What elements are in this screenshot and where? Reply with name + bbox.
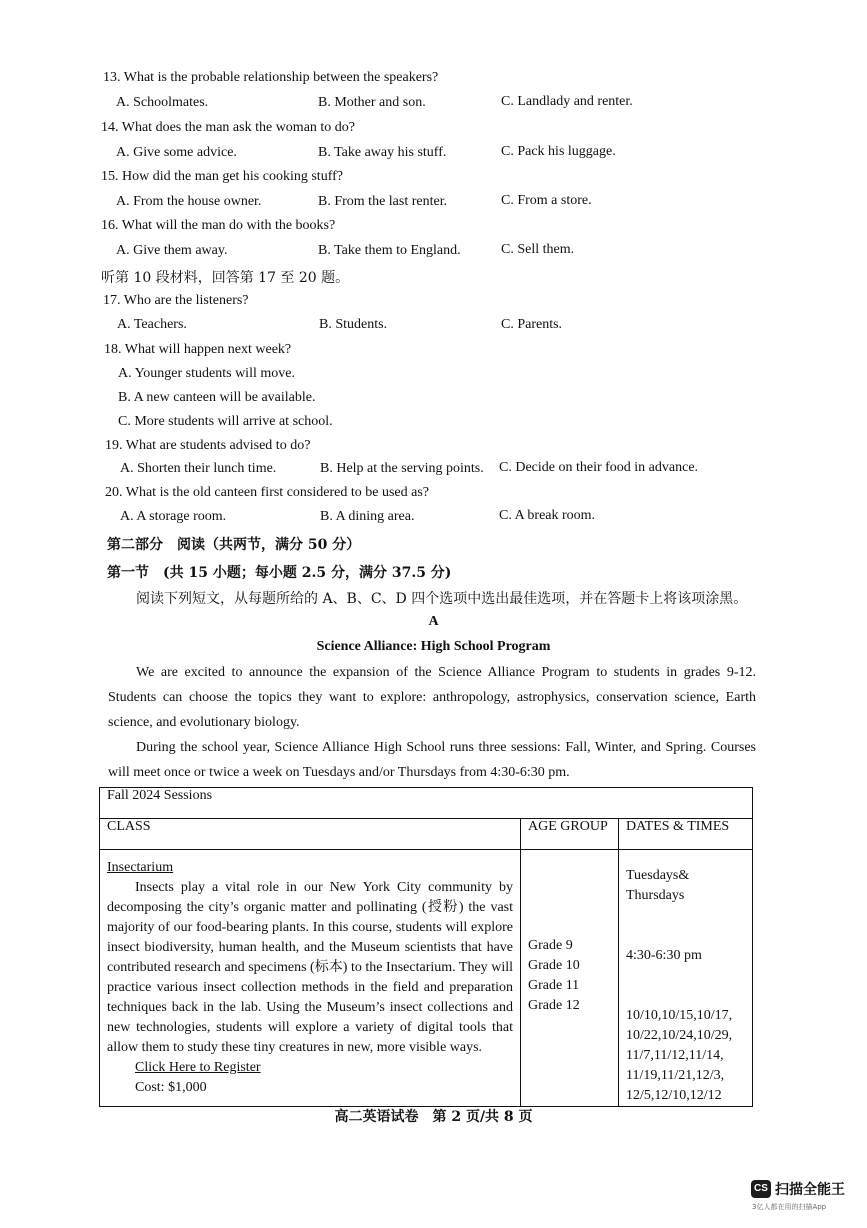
- date-line: 10/10,10/15,10/17,: [626, 1008, 733, 1023]
- date-line: 11/19,11/21,12/3,: [626, 1068, 725, 1083]
- table-caption: Fall 2024 Sessions: [100, 788, 753, 819]
- question-text: 18. What will happen next week?: [104, 342, 292, 357]
- option-c: C. Decide on their food in advance.: [499, 460, 699, 475]
- question-text: 13. What is the probable relationship between the speakers?: [103, 70, 439, 85]
- header-dates-times: DATES & TIMES: [619, 819, 753, 850]
- dates-times-cell: [619, 850, 753, 1107]
- table-row: [100, 850, 753, 1107]
- sessions-table: [99, 787, 753, 1107]
- section-one-heading: 第一节 (共 15 小题；每小题 2.5 分，满分 37.5 分): [107, 565, 452, 581]
- course-cost: Cost: $1,000: [135, 1080, 207, 1095]
- passage-letter: A: [428, 614, 439, 629]
- date-line: 12/5,12/10,12/12: [626, 1088, 722, 1103]
- passage-title: Science Alliance: High School Program: [316, 639, 551, 654]
- option-b: B. Help at the serving points.: [320, 461, 484, 476]
- option-a: A. A storage room.: [120, 509, 227, 524]
- paragraph-1: We are excited to announce the expansion of the Science Alliance Program to students in grades 9-12. Students can choose the topics they want to explore: anthropology, astrophysics, conservation science, Earth science, and evolutionary biology.: [108, 665, 756, 730]
- option-b: B. Take away his stuff.: [318, 145, 447, 160]
- question-text: 16. What will the man do with the books?: [101, 218, 336, 233]
- date-line: 11/7,11/12,11/14,: [626, 1048, 724, 1063]
- option-b: B. A new canteen will be available.: [118, 390, 316, 405]
- class-cell: [100, 850, 521, 1107]
- course-days: Tuesdays& Thursdays: [626, 868, 690, 903]
- register-link[interactable]: Click Here to Register: [135, 1060, 261, 1075]
- grade-item: Grade 9: [528, 938, 573, 953]
- course-dates: [626, 1006, 745, 1106]
- header-class: CLASS: [100, 819, 521, 850]
- camscanner-tagline: 3亿人都在用的扫描App: [752, 1203, 827, 1211]
- age-group-cell: [521, 850, 619, 1107]
- option-b: B. Mother and son.: [318, 95, 426, 110]
- option-b: B. A dining area.: [320, 509, 415, 524]
- part-two-heading: 第二部分 阅读（共两节，满分 50 分）: [107, 537, 361, 553]
- option-c: C. From a store.: [501, 193, 592, 208]
- option-b: B. Take them to England.: [318, 243, 461, 258]
- course-time: 4:30-6:30 pm: [626, 948, 702, 963]
- option-a: A. Give them away.: [116, 243, 228, 258]
- option-a: A. Younger students will move.: [118, 366, 295, 381]
- option-a: A. Teachers.: [117, 317, 187, 332]
- question-text: 15. How did the man get his cooking stuff?: [101, 169, 343, 184]
- passage-body: [108, 660, 756, 785]
- camscanner-logo: CS: [751, 1180, 771, 1198]
- paragraph-2: During the school year, Science Alliance High School runs three sessions: Fall, Winter, and Spring. Courses will meet once or twice a week on Tuesdays and/or Thursdays from 4:30-6:30 pm.: [108, 740, 756, 780]
- grade-item: Grade 11: [528, 978, 580, 993]
- course-description: Insects play a vital role in our New York City community by decomposing the city’s organic matter and pollinating (授粉) the vast majority of our food-bearing plants. In this course, students will explore insect biodiversity, human health, and the Museum scientists that have contributed research and specimens (标本) to the Insectarium. They will practice various insect collection methods in the field and preparation techniques back in the lab. Using the Museum’s insect collections and new technologies, students will explore a variety of digital tools that allow them to study these tiny creatures in new, more visible ways.: [107, 880, 513, 1055]
- course-name: Insectarium: [107, 860, 174, 875]
- page-footer: 高二英语试卷 第 2 页/共 8 页: [334, 1109, 533, 1125]
- option-a: A. Shorten their lunch time.: [120, 461, 277, 476]
- option-b: B. Students.: [319, 317, 388, 332]
- question-text: 20. What is the old canteen first considered to be used as?: [105, 485, 429, 500]
- option-c: C. Parents.: [501, 317, 563, 332]
- option-a: A. Schoolmates.: [116, 95, 209, 110]
- option-c: C. More students will arrive at school.: [118, 414, 333, 429]
- grade-item: Grade 12: [528, 998, 580, 1013]
- option-b: B. From the last renter.: [318, 194, 448, 209]
- option-c: C. A break room.: [499, 508, 596, 523]
- listening-instruction: 听第 10 段材料，回答第 17 至 20 题。: [101, 270, 350, 286]
- question-text: 19. What are students advised to do?: [105, 438, 311, 453]
- header-age-group: AGE GROUP: [521, 819, 619, 850]
- reading-instruction: 阅读下列短文，从每题所给的 A、B、C、D 四个选项中选出最佳选项，并在答题卡上将该项涂黑。: [136, 591, 748, 607]
- grade-item: Grade 10: [528, 958, 580, 973]
- option-c: C. Pack his luggage.: [501, 144, 616, 159]
- option-a: A. Give some advice.: [116, 145, 237, 160]
- date-line: 10/22,10/24,10/29,: [626, 1028, 733, 1043]
- camscanner-name: 扫描全能王: [775, 1182, 845, 1198]
- option-c: C. Sell them.: [501, 242, 575, 257]
- option-a: A. From the house owner.: [116, 194, 262, 209]
- question-text: 17. Who are the listeners?: [103, 293, 249, 308]
- option-c: C. Landlady and renter.: [501, 94, 633, 109]
- question-text: 14. What does the man ask the woman to do?: [101, 120, 356, 135]
